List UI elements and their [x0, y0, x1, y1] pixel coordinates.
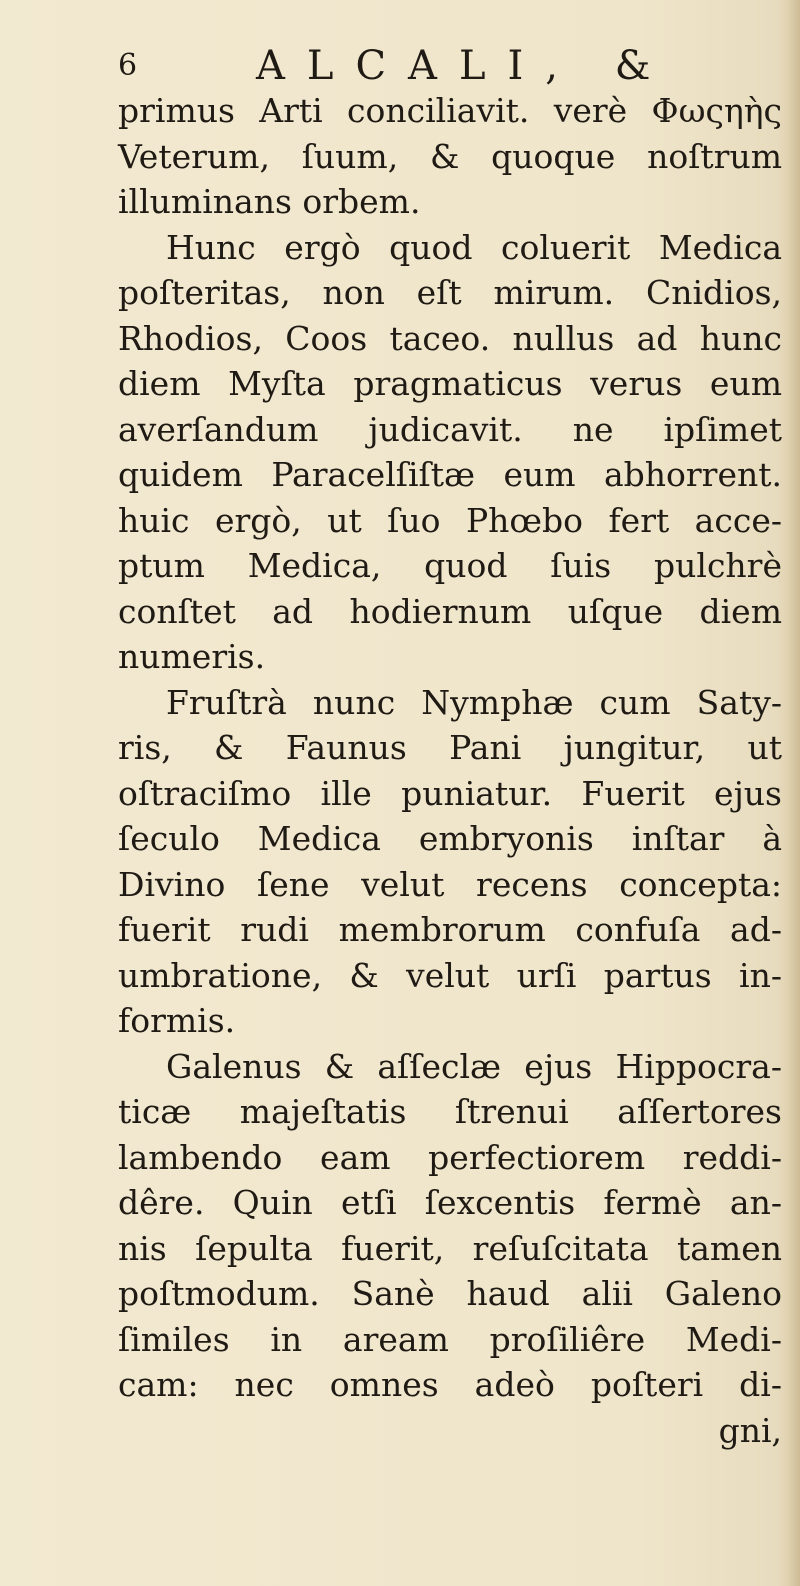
text-line: Veterum, ſuum, & quoque noſtrum	[118, 136, 782, 176]
text-line: Fruſtrà nunc Nymphæ cum Saty-	[166, 682, 782, 722]
text-line: averſandum judicavit. ne ipſimet	[118, 409, 782, 449]
text-line: quidem Paracelſiſtæ eum abhorrent.	[118, 455, 782, 494]
text-line: Rhodios, Coos taceo. nullus ad hunc	[118, 318, 782, 358]
page-edge	[786, 0, 800, 1586]
text-line: illuminans orbem.	[118, 182, 421, 221]
text-line: nis ſepulta fuerit, reſuſcitata tamen	[118, 1228, 782, 1268]
text-line: poſtmodum. Sanè haud alii Galeno	[118, 1274, 782, 1313]
page-number: 6	[118, 48, 138, 83]
text-line: umbratione, & velut urſi partus in-	[118, 955, 782, 995]
text-line: oſtraciſmo ille puniatur. Fuerit ejus	[118, 773, 782, 813]
text-line: ſimiles in aream proſiliêre Medi-	[118, 1319, 782, 1359]
text-line: numeris.	[118, 637, 266, 676]
text-line: ris, & Faunus Pani jungitur, ut	[118, 728, 782, 767]
text-line: Hunc ergò quod coluerit Medica	[166, 227, 782, 267]
text-line: ticæ majeſtatis ſtrenui aſſertores	[118, 1092, 782, 1131]
text-line: cam: nec omnes adeò poſteri di-	[118, 1365, 782, 1404]
text-line: ſeculo Medica embryonis inſtar à	[118, 819, 782, 858]
running-header	[118, 36, 758, 96]
text-line: Galenus & aſſeclæ ejus Hippocra-	[166, 1046, 782, 1086]
running-title: ALCALI, &	[256, 43, 673, 89]
text-line: ptum Medica, quod ſuis pulchrè	[118, 546, 782, 585]
text-line: huic ergò, ut ſuo Phœbo fert acce-	[118, 500, 782, 540]
text-line: conſtet ad hodiernum uſque diem	[118, 591, 782, 631]
text-line: primus Arti conciliavit. verè Φωςηὴς	[118, 91, 782, 130]
text-line: poſteritas, non eſt mirum. Cnidios,	[118, 273, 782, 312]
text-line: formis.	[118, 1001, 236, 1040]
text-line: Divino ſene velut recens concepta:	[118, 864, 782, 904]
text-line: gni,	[718, 1410, 782, 1450]
text-line: diem Myſta pragmaticus verus eum	[118, 364, 782, 403]
body-text	[118, 88, 782, 1453]
text-line: dêre. Quin etſi ſexcentis fermè an-	[118, 1183, 782, 1222]
text-line: fuerit rudi membrorum confuſa ad-	[118, 910, 782, 949]
text-line: lambendo eam perfectiorem reddi-	[118, 1137, 782, 1177]
